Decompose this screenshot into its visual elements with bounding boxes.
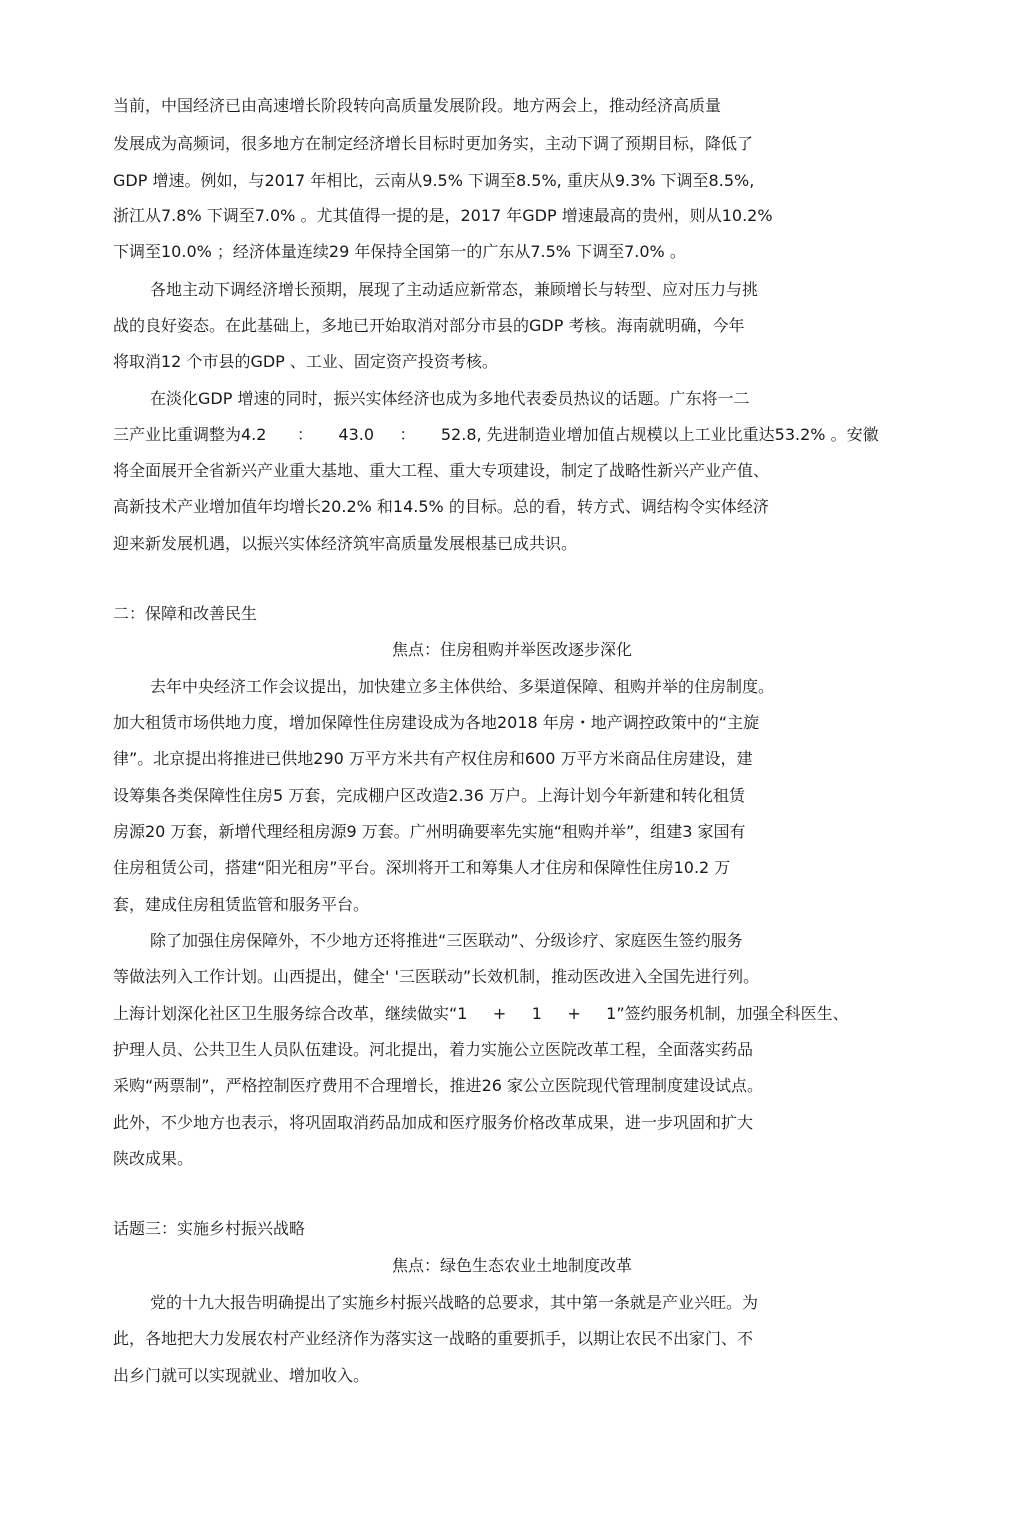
- paragraph-line: 将取消12 个市县的GDP 、工业、固定资产投资考核。: [113, 352, 498, 371]
- paragraph-line: 加大租赁市场供地力度，增加保障性住房建设成为各地2018 年房・地产调控政策中的“主旋: [113, 713, 760, 732]
- paragraph-line: 在淡化GDP 增速的同时，振兴实体经济也成为多地代表委员热议的话题。广东将一二: [150, 389, 750, 408]
- paragraph-line: 住房租赁公司，搭建“阳光租房”平台。深圳将开工和筹集人才住房和保障性住房10.2 万: [113, 858, 731, 877]
- paragraph-line: 采购“两票制”，严格控制医疗费用不合理增长，推进26 家公立医院现代管理制度建设试点。: [113, 1076, 764, 1095]
- paragraph-line: 发展成为高频词，很多地方在制定经济增长目标时更加务实，主动下调了预期目标，降低了: [113, 134, 754, 153]
- focus-heading: 焦点：住房租购并举医改逐步深化: [391, 640, 632, 659]
- paragraph-line: 迎来新发展机遇，以振兴实体经济筑牢高质量发展根基已成共识。: [113, 534, 578, 553]
- paragraph-line: 等做法列入工作计划。山西提出，健全' '三医联动”长效机制，推动医改进入全国先进行列。: [113, 967, 760, 986]
- paragraph-line: 除了加强住房保障外，不少地方还将推进“三医联动”、分级诊疗、家庭医生签约服务: [150, 931, 743, 950]
- paragraph-line: 房源20 万套，新增代理经租房源9 万套。广州明确要率先实施“租购并举”，组建3 家国有: [113, 822, 746, 841]
- paragraph-line: 出乡门就可以实现就业、增加收入。: [113, 1366, 370, 1385]
- paragraph-line: 三产业比重调整为4.2 ： 43.0 ： 52.8, 先进制造业增加值占规模以上工业比重达53.2% 。安徽: [113, 425, 879, 444]
- paragraph-line: 设筹集各类保障性住房5 万套，完成棚户区改造2.36 万户。上海计划今年新建和转化租赁: [113, 786, 745, 805]
- paragraph-line: 上海计划深化社区卫生服务综合改革，继续做实“1 + 1 + 1”签约服务机制，加强全科医生、: [113, 1004, 849, 1023]
- section-heading: 二：保障和改善民生: [113, 604, 258, 623]
- paragraph-line: 战的良好姿态。在此基础上，多地已开始取消对部分市县的GDP 考核。海南就明确，今年: [113, 316, 745, 335]
- paragraph-line: 此外，不少地方也表示，将巩固取消药品加成和医疗服务价格改革成果，进一步巩固和扩大: [113, 1113, 754, 1132]
- paragraph-line: 套，建成住房租赁监管和服务平台。: [113, 895, 370, 914]
- paragraph-line: 下调至10.0% ；经济体量连续29 年保持全国第一的广东从7.5% 下调至7.0% 。: [113, 242, 686, 261]
- focus-heading: 焦点：绿色生态农业土地制度改革: [391, 1256, 632, 1275]
- paragraph-line: 各地主动下调经济增长预期，展现了主动适应新常态，兼顾增长与转型、应对压力与挑: [150, 280, 759, 299]
- paragraph-line: 浙江从7.8% 下调至7.0% 。尤其值得一提的是，2017 年GDP 增速最高的贵州，则从10.2%: [113, 206, 773, 225]
- paragraph-line: 将全面展开全省新兴产业重大基地、重大工程、重大专项建设，制定了战略性新兴产业产值、: [113, 461, 770, 480]
- paragraph-line: 此，各地把大力发展农村产业经济作为落实这一战略的重要抓手，以期让农民不出家门、不: [113, 1329, 754, 1348]
- paragraph-line: 当前，中国经济已由高速增长阶段转向高质量发展阶段。地方两会上，推动经济高质量: [113, 96, 722, 115]
- section-heading: 话题三：实施乡村振兴战略: [113, 1219, 306, 1238]
- paragraph-line: 党的十九大报告明确提出了实施乡村振兴战略的总要求，其中第一条就是产业兴旺。为: [150, 1293, 759, 1312]
- paragraph-line: 律”。北京提出将推进已供地290 万平方米共有产权住房和600 万平方米商品住房建设，建: [113, 749, 753, 768]
- paragraph-line: GDP 增速。例如，与2017 年相比，云南从9.5% 下调至8.5%, 重庆从9.3% 下调至8.5%,: [113, 171, 755, 190]
- paragraph-line: 陕改成果。: [113, 1149, 194, 1168]
- paragraph-line: 护理人员、公共卫生人员队伍建设。河北提出，着力实施公立医院改革工程，全面落实药品: [113, 1040, 754, 1059]
- paragraph-line: 高新技术产业增加值年均增长20.2% 和14.5% 的目标。总的看，转方式、调结构令实体经济: [113, 497, 769, 516]
- paragraph-line: 去年中央经济工作会议提出，加快建立多主体供给、多渠道保障、租购并举的住房制度。: [150, 677, 775, 696]
